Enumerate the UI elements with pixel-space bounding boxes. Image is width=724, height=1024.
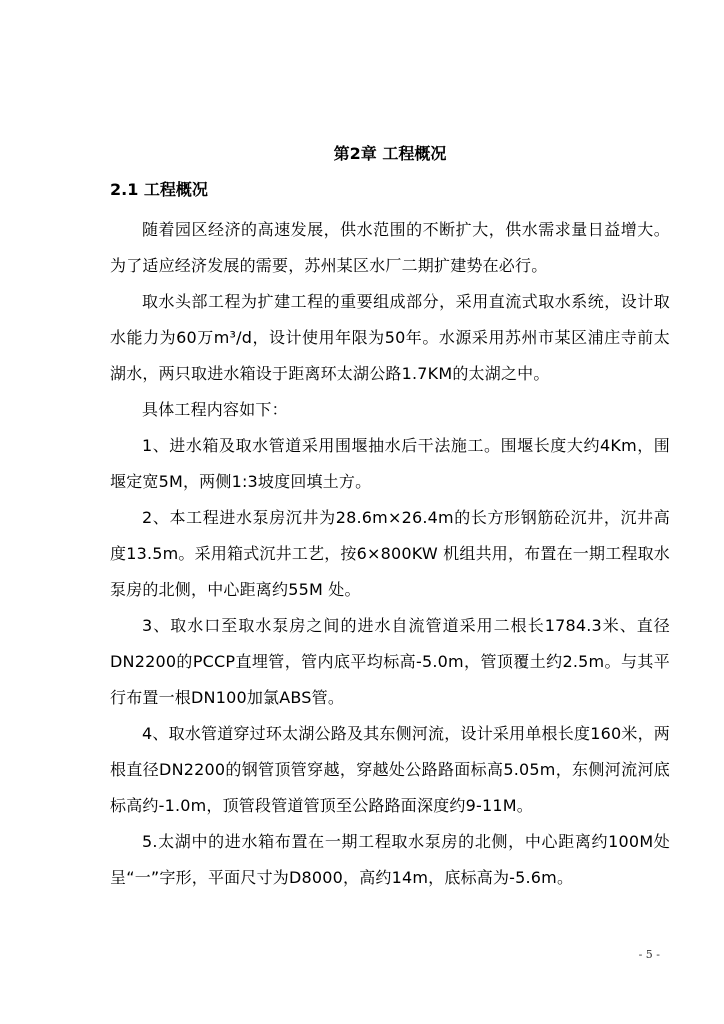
paragraph-intake-overview: 取水头部工程为扩建工程的重要组成部分，采用直流式取水系统，设计取水能力为60万m³/d，设计使用年限为50年。水源采用苏州市某区浦庄寺前太湖水，两只取进水箱设于距离环太湖公路1.7KM的太湖之中。	[110, 292, 670, 383]
paragraph-intro: 随着园区经济的高速发展，供水范围的不断扩大，供水需求量日益增大。为了适应经济发展的需要，苏州某区水厂二期扩建势在必行。	[110, 220, 670, 275]
paragraph-item-2: 2、本工程进水泵房沉井为28.6m×26.4m的长方形钢筋砼沉井，沉井高度13.5m。采用箱式沉井工艺，按6×800KW 机组共用，布置在一期工程取水泵房的北侧，中心距离约55M 处。	[110, 508, 670, 599]
body-text	[110, 212, 670, 896]
paragraph-item-1: 1、进水箱及取水管道采用围堰抽水后干法施工。围堰长度大约4Km，围堰定宽5M，两侧1:3坡度回填土方。	[110, 436, 670, 491]
paragraph-item-4: 4、取水管道穿过环太湖公路及其东侧河流，设计采用单根长度160米，两根直径DN2200的钢管顶管穿越，穿越处公路路面标高5.05m，东侧河流河底标高约-1.0m，顶管段管道管顶至公路路面深度约9-11M。	[110, 724, 670, 815]
page-number: - 5 -	[638, 948, 660, 961]
section-heading: 2.1 工程概况	[110, 180, 208, 199]
paragraph-item-3: 3、取水口至取水泵房之间的进水自流管道采用二根长1784.3米、直径DN2200的PCCP直埋管，管内底平均标高-5.0m，管顶覆土约2.5m。与其平行布置一根DN100加氯ABS管。	[110, 616, 670, 707]
paragraph-item-5: 5.太湖中的进水箱布置在一期工程取水泵房的北侧，中心距离约100M处呈“一”字形，平面尺寸为D8000，高约14m，底标高为-5.6m。	[110, 832, 670, 887]
chapter-title: 第2章 工程概况	[333, 144, 447, 163]
paragraph-contents-lead: 具体工程内容如下：	[142, 400, 288, 419]
